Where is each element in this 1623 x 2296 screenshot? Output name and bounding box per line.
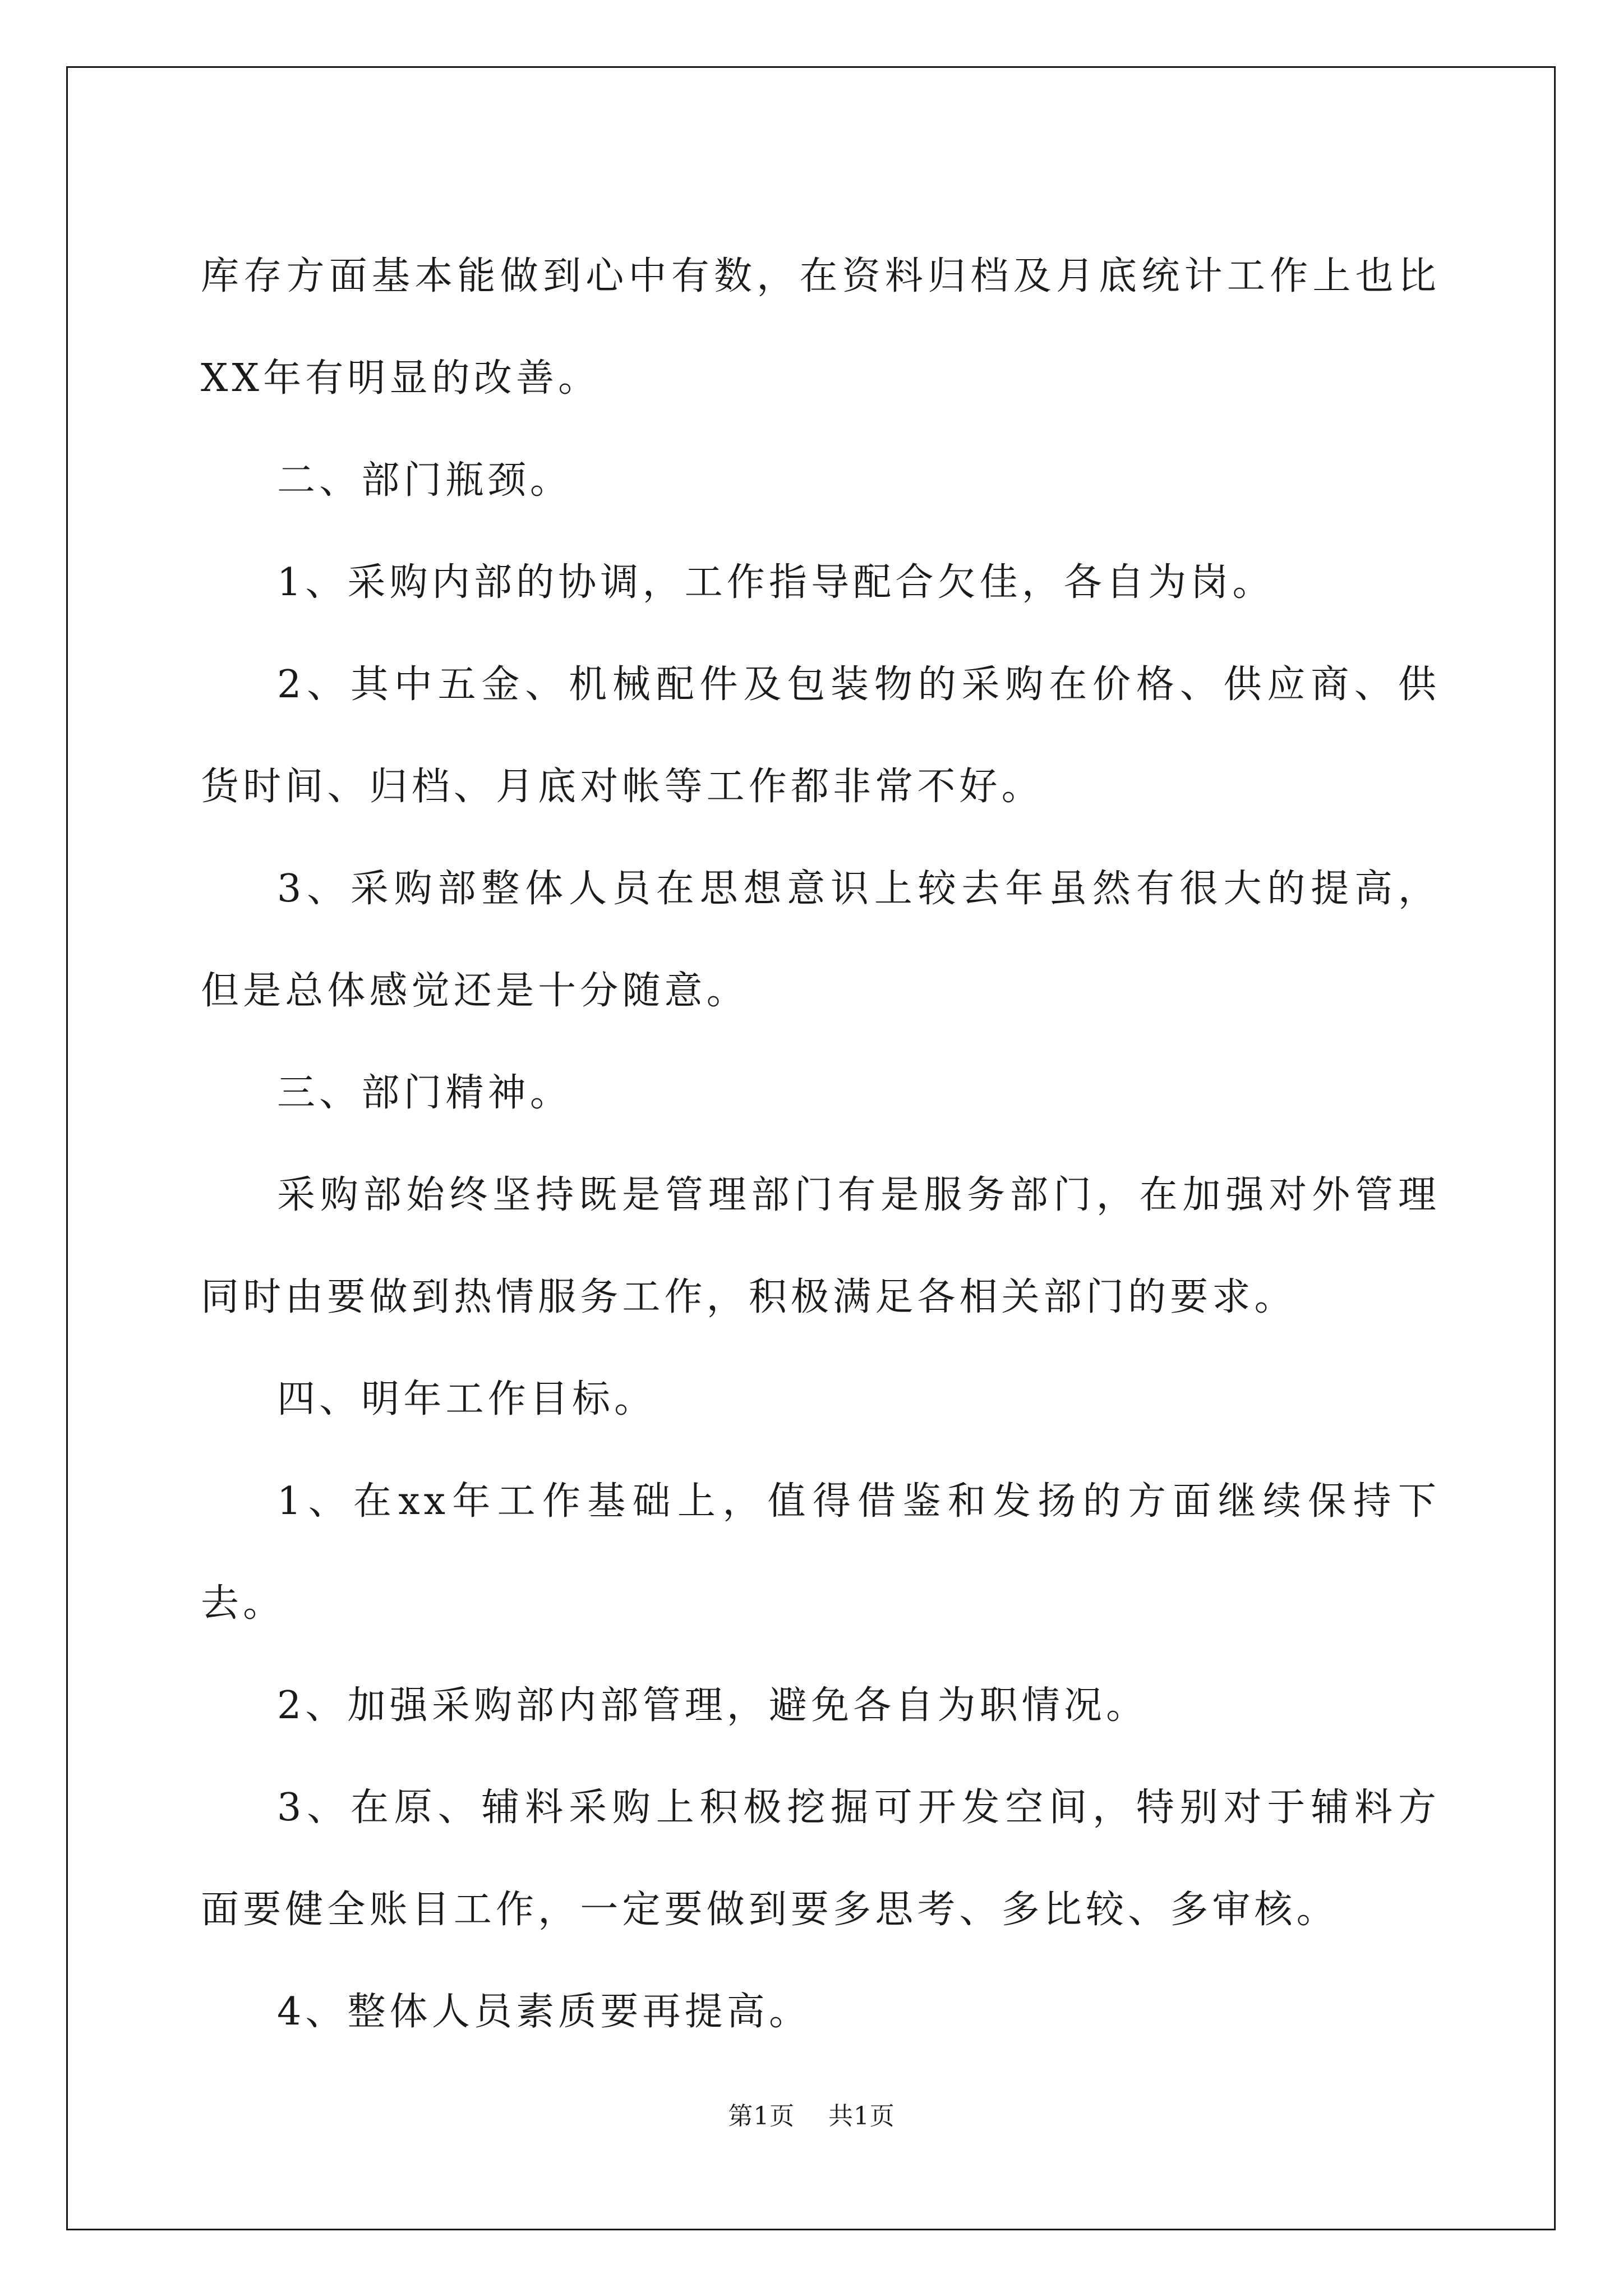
paragraph: 2、加强采购部内部管理，避免各自为职情况。 <box>277 1683 1149 1728</box>
paragraph: 采购部始终坚持既是管理部门有是服务部门，在加强对外管理同时由要做到热情服务工作，积极满足各相关部门的要求。 <box>201 1173 1440 1319</box>
paragraph: 2、其中五金、机械配件及包装物的采购在价格、供应商、供货时间、归档、月底对帐等工作都非常不好。 <box>201 662 1440 809</box>
paragraph: 库存方面基本能做到心中有数，在资料归档及月底统计工作上也比XX年有明显的改善。 <box>201 254 1440 401</box>
section-heading: 二、部门瓶颈。 <box>277 458 572 503</box>
document-body <box>201 226 1440 2063</box>
section-heading: 四、明年工作目标。 <box>277 1377 657 1421</box>
page-total: 共1页 <box>828 2102 895 2131</box>
section-heading: 三、部门精神。 <box>277 1071 572 1115</box>
paragraph: 3、在原、辅料采购上积极挖掘可开发空间，特别对于辅料方面要健全账目工作，一定要做到要多思考、多比较、多审核。 <box>201 1786 1440 1932</box>
paragraph: 4、整体人员素质要再提高。 <box>277 1990 811 2034</box>
paragraph: 1、采购内部的协调，工作指导配合欠佳，各自为岗。 <box>277 560 1275 605</box>
paragraph: 3、采购部整体人员在思想意识上较去年虽然有很大的提高，但是总体感觉还是十分随意。 <box>201 867 1440 1013</box>
page-footer <box>0 2096 1623 2132</box>
page-number: 第1页 <box>728 2102 795 2131</box>
paragraph: 1、在xx年工作基础上，值得借鉴和发扬的方面继续保持下去。 <box>201 1479 1440 1626</box>
